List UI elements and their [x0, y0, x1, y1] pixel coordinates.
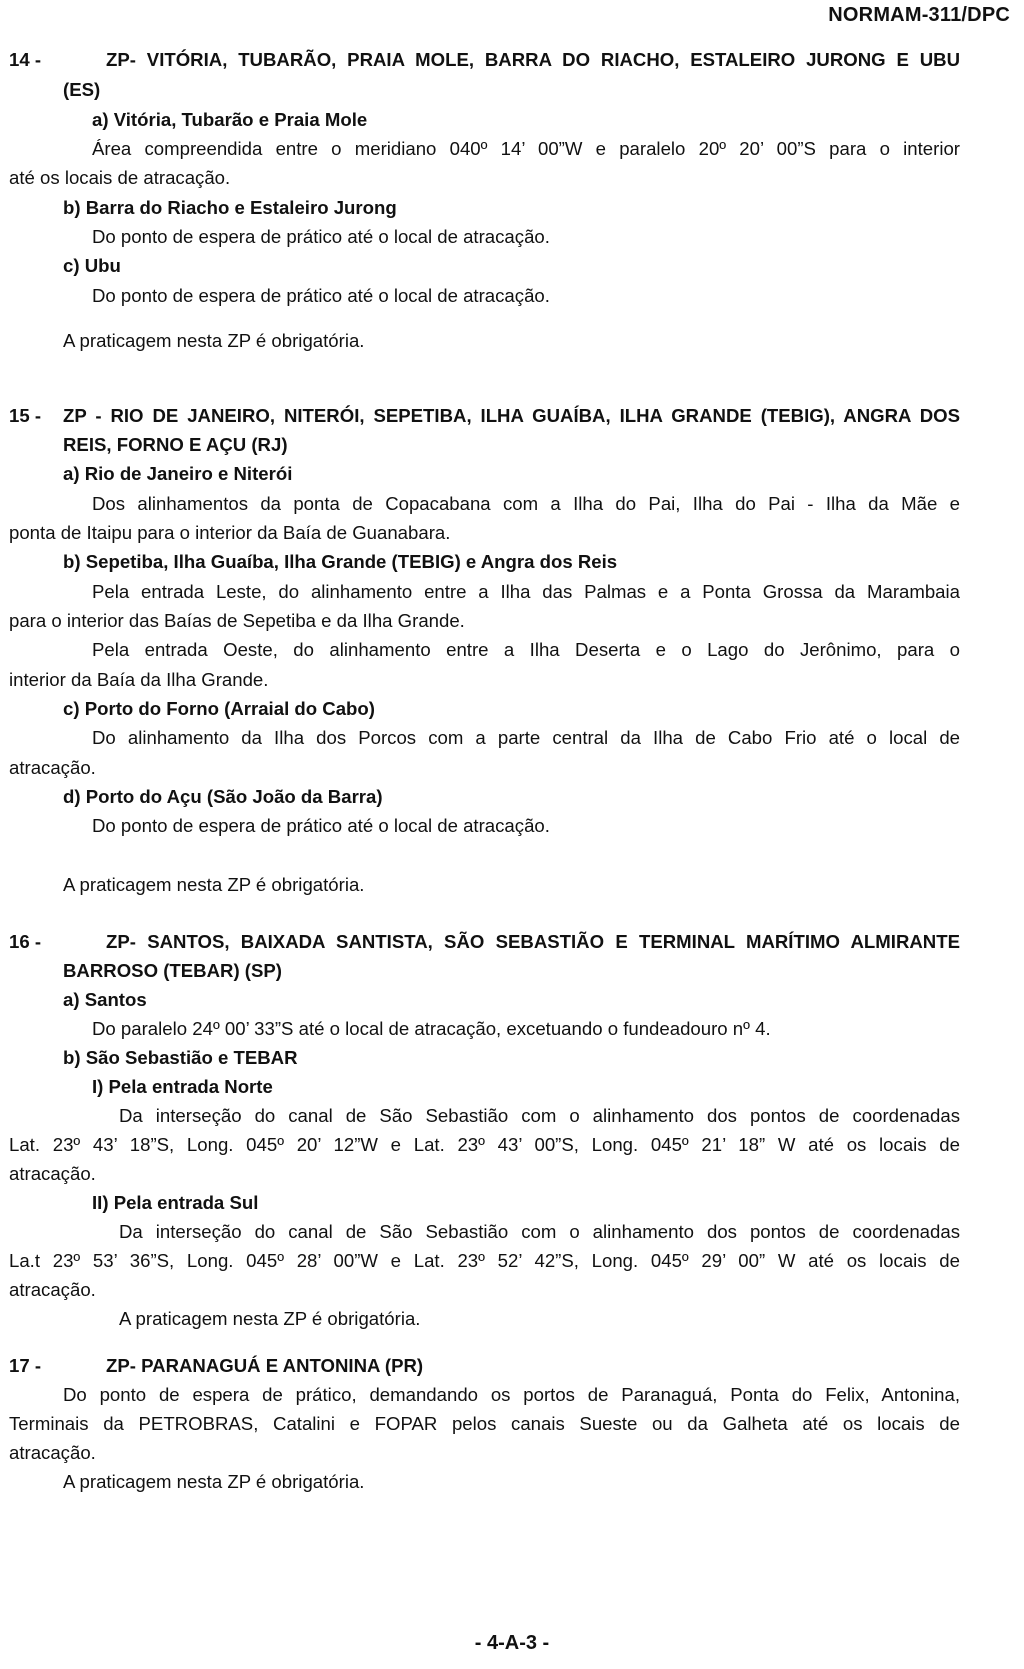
paragraph-line: La.t 23º 53’ 36”S, Long. 045º 28’ 00”W e Lat. 23º 52’ 42”S, Long. 045º 29’ 00” W até os locais de: [9, 1250, 960, 1271]
subsection-heading: a) Vitória, Tubarão e Praia Mole: [92, 109, 368, 130]
document-header: NORMAM-311/DPC: [828, 4, 1010, 26]
mandatory-note: A praticagem nesta ZP é obrigatória.: [119, 1308, 421, 1329]
subsection-heading: II) Pela entrada Sul: [92, 1192, 259, 1213]
mandatory-note: A praticagem nesta ZP é obrigatória.: [63, 330, 365, 351]
paragraph-line: Terminais da PETROBRAS, Catalini e FOPAR pelos canais Sueste ou da Galheta até os locais de: [9, 1413, 960, 1434]
subsection-heading: b) São Sebastião e TEBAR: [63, 1047, 298, 1068]
paragraph-line: atracação.: [9, 1163, 96, 1184]
subsection-heading: a) Rio de Janeiro e Niterói: [63, 463, 293, 484]
paragraph-line: Do alinhamento da Ilha dos Porcos com a parte central da Ilha de Cabo Frio até o local de: [92, 727, 960, 748]
subsection-heading: d) Porto do Açu (São João da Barra): [63, 786, 383, 807]
paragraph-line: interior da Baía da Ilha Grande.: [9, 669, 269, 690]
paragraph-line: Área compreendida entre o meridiano 040º 14’ 00”W e paralelo 20º 20’ 00”S para o interior: [92, 138, 960, 159]
subsection-heading: b) Sepetiba, Ilha Guaíba, Ilha Grande (TEBIG) e Angra dos Reis: [63, 551, 618, 572]
paragraph-line: Lat. 23º 43’ 18”S, Long. 045º 20’ 12”W e Lat. 23º 43’ 00”S, Long. 045º 21’ 18” W até os locais de: [9, 1134, 960, 1155]
paragraph-line: Dos alinhamentos da ponta de Copacabana com a Ilha do Pai, Ilha do Pai - Ilha da Mãe e: [92, 493, 960, 514]
mandatory-note: A praticagem nesta ZP é obrigatória.: [63, 1471, 365, 1492]
paragraph-line: até os locais de atracação.: [9, 167, 231, 188]
paragraph-line: Do ponto de espera de prático até o local de atracação.: [92, 226, 550, 247]
subsection-heading: I) Pela entrada Norte: [92, 1076, 273, 1097]
paragraph-line: atracação.: [9, 757, 96, 778]
page-number: - 4-A-3 -: [474, 1632, 550, 1654]
paragraph-line: atracação.: [9, 1442, 96, 1463]
section-title: ZP- SANTOS, BAIXADA SANTISTA, SÃO SEBASTIÃO E TERMINAL MARÍTIMO ALMIRANTE: [106, 931, 960, 952]
section-number: 14 -: [9, 49, 42, 70]
subsection-heading: c) Porto do Forno (Arraial do Cabo): [63, 698, 375, 719]
section-title-cont: BARROSO (TEBAR) (SP): [63, 960, 282, 981]
subsection-heading: b) Barra do Riacho e Estaleiro Jurong: [63, 197, 397, 218]
mandatory-note: A praticagem nesta ZP é obrigatória.: [63, 874, 365, 895]
paragraph-line: Pela entrada Oeste, do alinhamento entre a Ilha Deserta e o Lago do Jerônimo, para o: [92, 639, 960, 660]
paragraph-line: Do paralelo 24º 00’ 33”S até o local de atracação, excetuando o fundeadouro nº 4.: [92, 1018, 771, 1039]
section-number: 15 -: [9, 405, 42, 426]
paragraph-line: Do ponto de espera de prático, demandando os portos de Paranaguá, Ponta do Felix, Antonina,: [63, 1384, 960, 1405]
section-number: 17 -: [9, 1355, 42, 1376]
paragraph-line: Do ponto de espera de prático até o local de atracação.: [92, 815, 550, 836]
paragraph-line: Do ponto de espera de prático até o local de atracação.: [92, 285, 550, 306]
section-title: ZP- VITÓRIA, TUBARÃO, PRAIA MOLE, BARRA DO RIACHO, ESTALEIRO JURONG E UBU: [106, 49, 960, 70]
paragraph-line: Da interseção do canal de São Sebastião com o alinhamento dos pontos de coordenadas: [119, 1221, 960, 1242]
section-title-cont: (ES): [63, 79, 101, 100]
subsection-heading: a) Santos: [63, 989, 147, 1010]
paragraph-line: Pela entrada Leste, do alinhamento entre a Ilha das Palmas e a Ponta Grossa da Marambaia: [92, 581, 960, 602]
paragraph-line: para o interior das Baías de Sepetiba e da Ilha Grande.: [9, 610, 465, 631]
section-number: 16 -: [9, 931, 42, 952]
paragraph-line: Da interseção do canal de São Sebastião com o alinhamento dos pontos de coordenadas: [119, 1105, 960, 1126]
subsection-heading: c) Ubu: [63, 255, 121, 276]
paragraph-line: ponta de Itaipu para o interior da Baía de Guanabara.: [9, 522, 451, 543]
section-title-cont: REIS, FORNO E AÇU (RJ): [63, 434, 288, 455]
section-title: ZP - RIO DE JANEIRO, NITERÓI, SEPETIBA, ILHA GUAÍBA, ILHA GRANDE (TEBIG), ANGRA DOS: [63, 405, 960, 426]
paragraph-line: atracação.: [9, 1279, 96, 1300]
section-title: ZP- PARANAGUÁ E ANTONINA (PR): [106, 1355, 424, 1376]
